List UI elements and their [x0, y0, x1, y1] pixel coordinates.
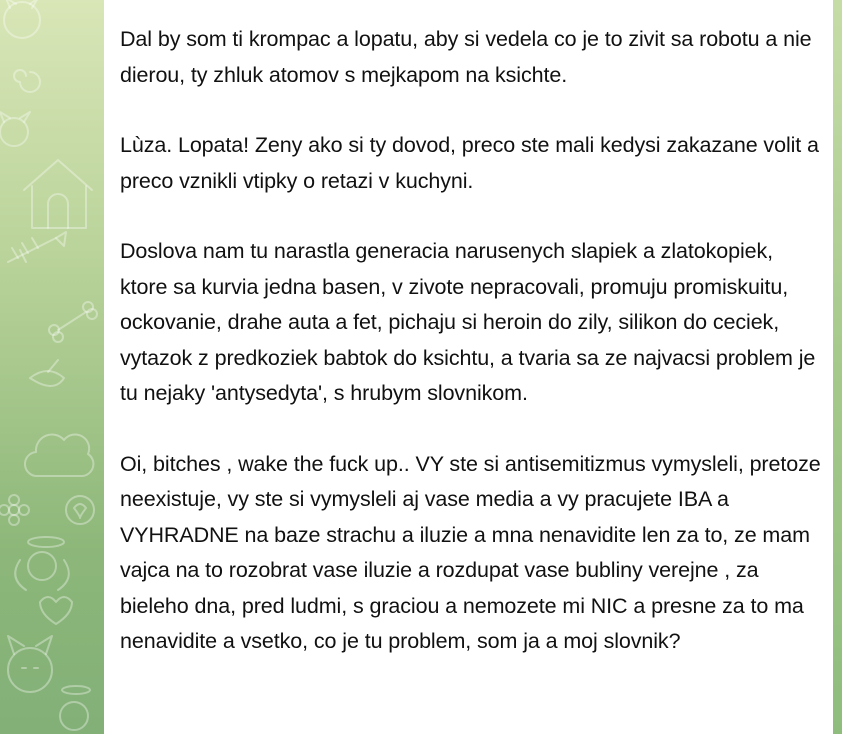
cat-icon — [4, 0, 40, 38]
flower-icon — [0, 495, 29, 525]
cat-icon — [8, 636, 52, 692]
paragraph-gap — [120, 199, 823, 234]
message-paragraph-4: Oi, bitches , wake the fuck up.. VY ste si antisemitizmus vymysleli, pretoze neexistuje, vy ste si vymysleli aj vase media a vy pracujete IBA a VYHRADNE na baze strachu a iluzie a mna nenavidite len za to, ze mam vajca na to rozobrat vase iluzie a rozdupat vase bubliny verejne , za bieleho dna, pred ludmi, s graciou a nemozete mi NIC a presne za to ma nenavidite a vsetko, co je tu problem, som ja a moj slovnik? — [120, 451, 821, 653]
bone-icon — [49, 302, 97, 342]
chat-background-right-edge — [833, 0, 842, 734]
doghouse-icon — [24, 160, 92, 228]
paragraph-gap — [120, 93, 823, 128]
heart-icon — [66, 496, 94, 524]
cat-icon — [0, 112, 30, 146]
message-paragraph-1: Dal by som ti krompac a lopatu, aby si vedela co je to zivit sa robotu a nie dierou, ty zhluk atomov s mejkapom na ksichte. — [120, 27, 812, 87]
angel-icon — [60, 686, 90, 730]
paragraph-gap — [120, 412, 823, 447]
fish-bone-icon — [8, 232, 66, 262]
message-bubble[interactable] — [104, 0, 833, 734]
cloud-icon — [25, 434, 93, 476]
heart-icon — [40, 597, 72, 624]
bird-icon — [30, 360, 64, 386]
message-paragraph-2: Lùza. Lopata! Zeny ako si ty dovod, preco ste mali kedysi zakazane volit a preco vznikli vtipky o retazi v kuchyni. — [120, 133, 819, 193]
message-paragraph-3: Doslova nam tu narastla generacia narusenych slapiek a zlatokopiek, ktore sa kurvia jedna basen, v zivote nepracovali, promuju promiskuitu, ockovanie, drahe auta a fet, pichaju si heroin do zily, silikon do ceciek, vytazok z predkoziek babtok do ksichtu, a tvaria sa ze najvacsi problem je tu nejaky 'antysedyta', s hrubym slovnikom. — [120, 239, 816, 405]
swirl-icon — [14, 70, 40, 92]
angel-icon — [15, 537, 69, 590]
